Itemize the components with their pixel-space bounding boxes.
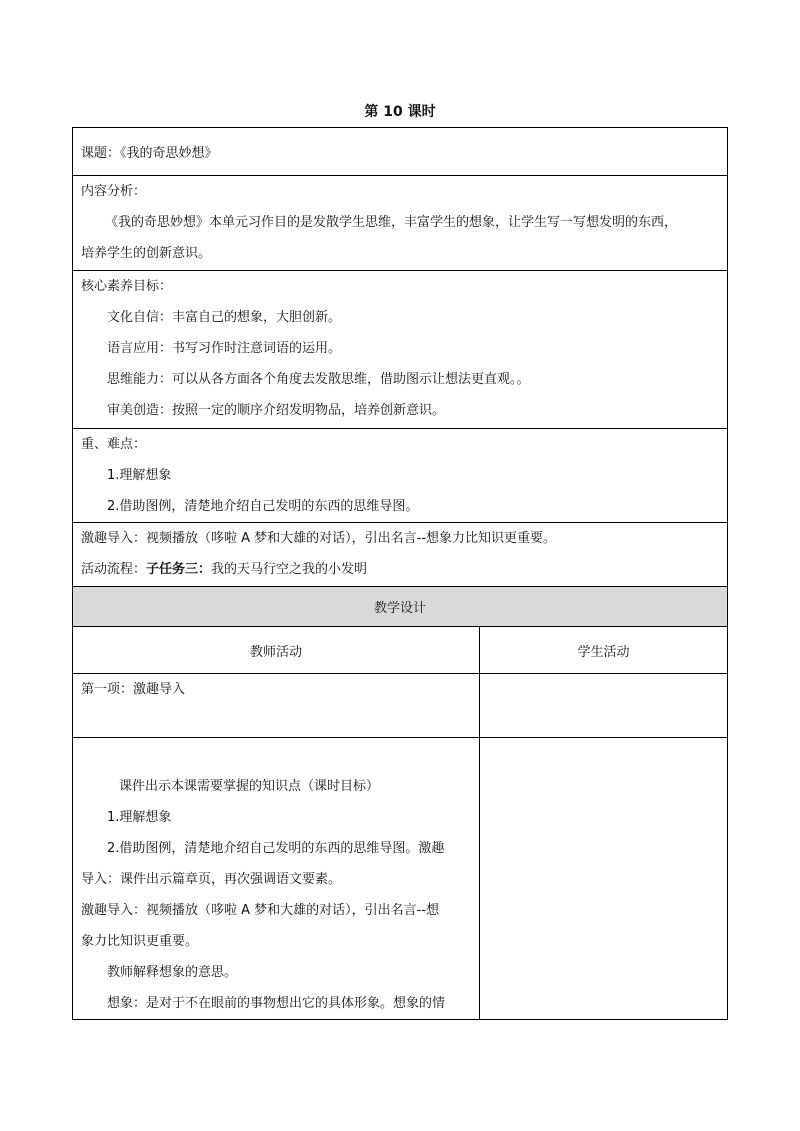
- design-header-row: [73, 587, 728, 627]
- literacy-heading: 核心素养目标：: [81, 279, 173, 294]
- flow-label: 活动流程：: [81, 562, 147, 577]
- lesson-plan-table: [72, 127, 728, 1020]
- activity-line: 激趣导入：视频播放（哆啦 A 梦和大雄的对话），引出名言--想: [81, 903, 440, 918]
- keypoints-row: [73, 429, 728, 523]
- teacher-column-header: 教师活动: [73, 627, 480, 674]
- keypoint-item: 1.理解想象: [107, 468, 172, 483]
- analysis-line-2: 培养学生的创新意识。: [81, 246, 212, 261]
- literacy-item: 思维能力：可以从各方面各个角度去发散思维，借助图示让想法更直观。。: [107, 372, 530, 387]
- activity-row: [73, 738, 728, 1020]
- activity-line: 1.理解想象: [107, 810, 172, 825]
- activity-line: 象力比知识更重要。: [81, 934, 199, 949]
- intro-line: 激趣导入：视频播放（哆啦 A 梦和大雄的对话），引出名言--想象力比知识更重要。: [81, 531, 557, 546]
- topic-row: [73, 128, 728, 176]
- step1-label: 第一项：激趣导入: [81, 682, 186, 697]
- flow-task: 子任务三：: [146, 562, 212, 577]
- step1-student-cell: [480, 674, 728, 738]
- activity-line: 教师解释想象的意思。: [107, 965, 238, 980]
- keypoints-heading: 重、难点：: [81, 437, 147, 452]
- keypoint-item: 2.借助图例，清楚地介绍自己发明的东西的思维导图。: [107, 499, 419, 514]
- analysis-line-1: 《我的奇思妙想》本单元习作目的是发散学生思维，丰富学生的想象，让学生写一写想发明的东西，: [105, 215, 678, 230]
- flow-text: 我的天马行空之我的小发明: [211, 562, 368, 577]
- column-header-row: [73, 627, 728, 674]
- student-column-header: 学生活动: [480, 627, 728, 674]
- activity-line: 2.借助图例，清楚地介绍自己发明的东西的思维导图。激趣: [107, 841, 445, 856]
- literacy-row: [73, 271, 728, 429]
- literacy-item: 文化自信：丰富自己的想象，大胆创新。: [107, 310, 342, 325]
- activity-line: 课件出示本课需要掌握的知识点（课时目标）: [119, 779, 380, 794]
- design-header: 教学设计: [73, 587, 728, 627]
- step1-row: [73, 674, 728, 738]
- topic-value: 《我的奇思妙想》: [120, 146, 218, 161]
- activity-line: 想象：是对于不在眼前的事物想出它的具体形象。想象的情: [107, 996, 446, 1011]
- literacy-item: 语言应用：书写习作时注意词语的运用。: [107, 341, 342, 356]
- topic-label: 课题：: [81, 146, 121, 161]
- literacy-item: 审美创造：按照一定的顺序介绍发明物品，培养创新意识。: [107, 403, 446, 418]
- activity-line: 导入：课件出示篇章页，再次强调语文要素。: [81, 872, 342, 887]
- flow-line: [81, 554, 719, 585]
- analysis-heading: 内容分析：: [81, 184, 147, 199]
- intro-row: [73, 523, 728, 587]
- lesson-title: 第 10 课时: [364, 104, 436, 120]
- activity-student-cell: [480, 738, 728, 1020]
- analysis-row: [73, 176, 728, 271]
